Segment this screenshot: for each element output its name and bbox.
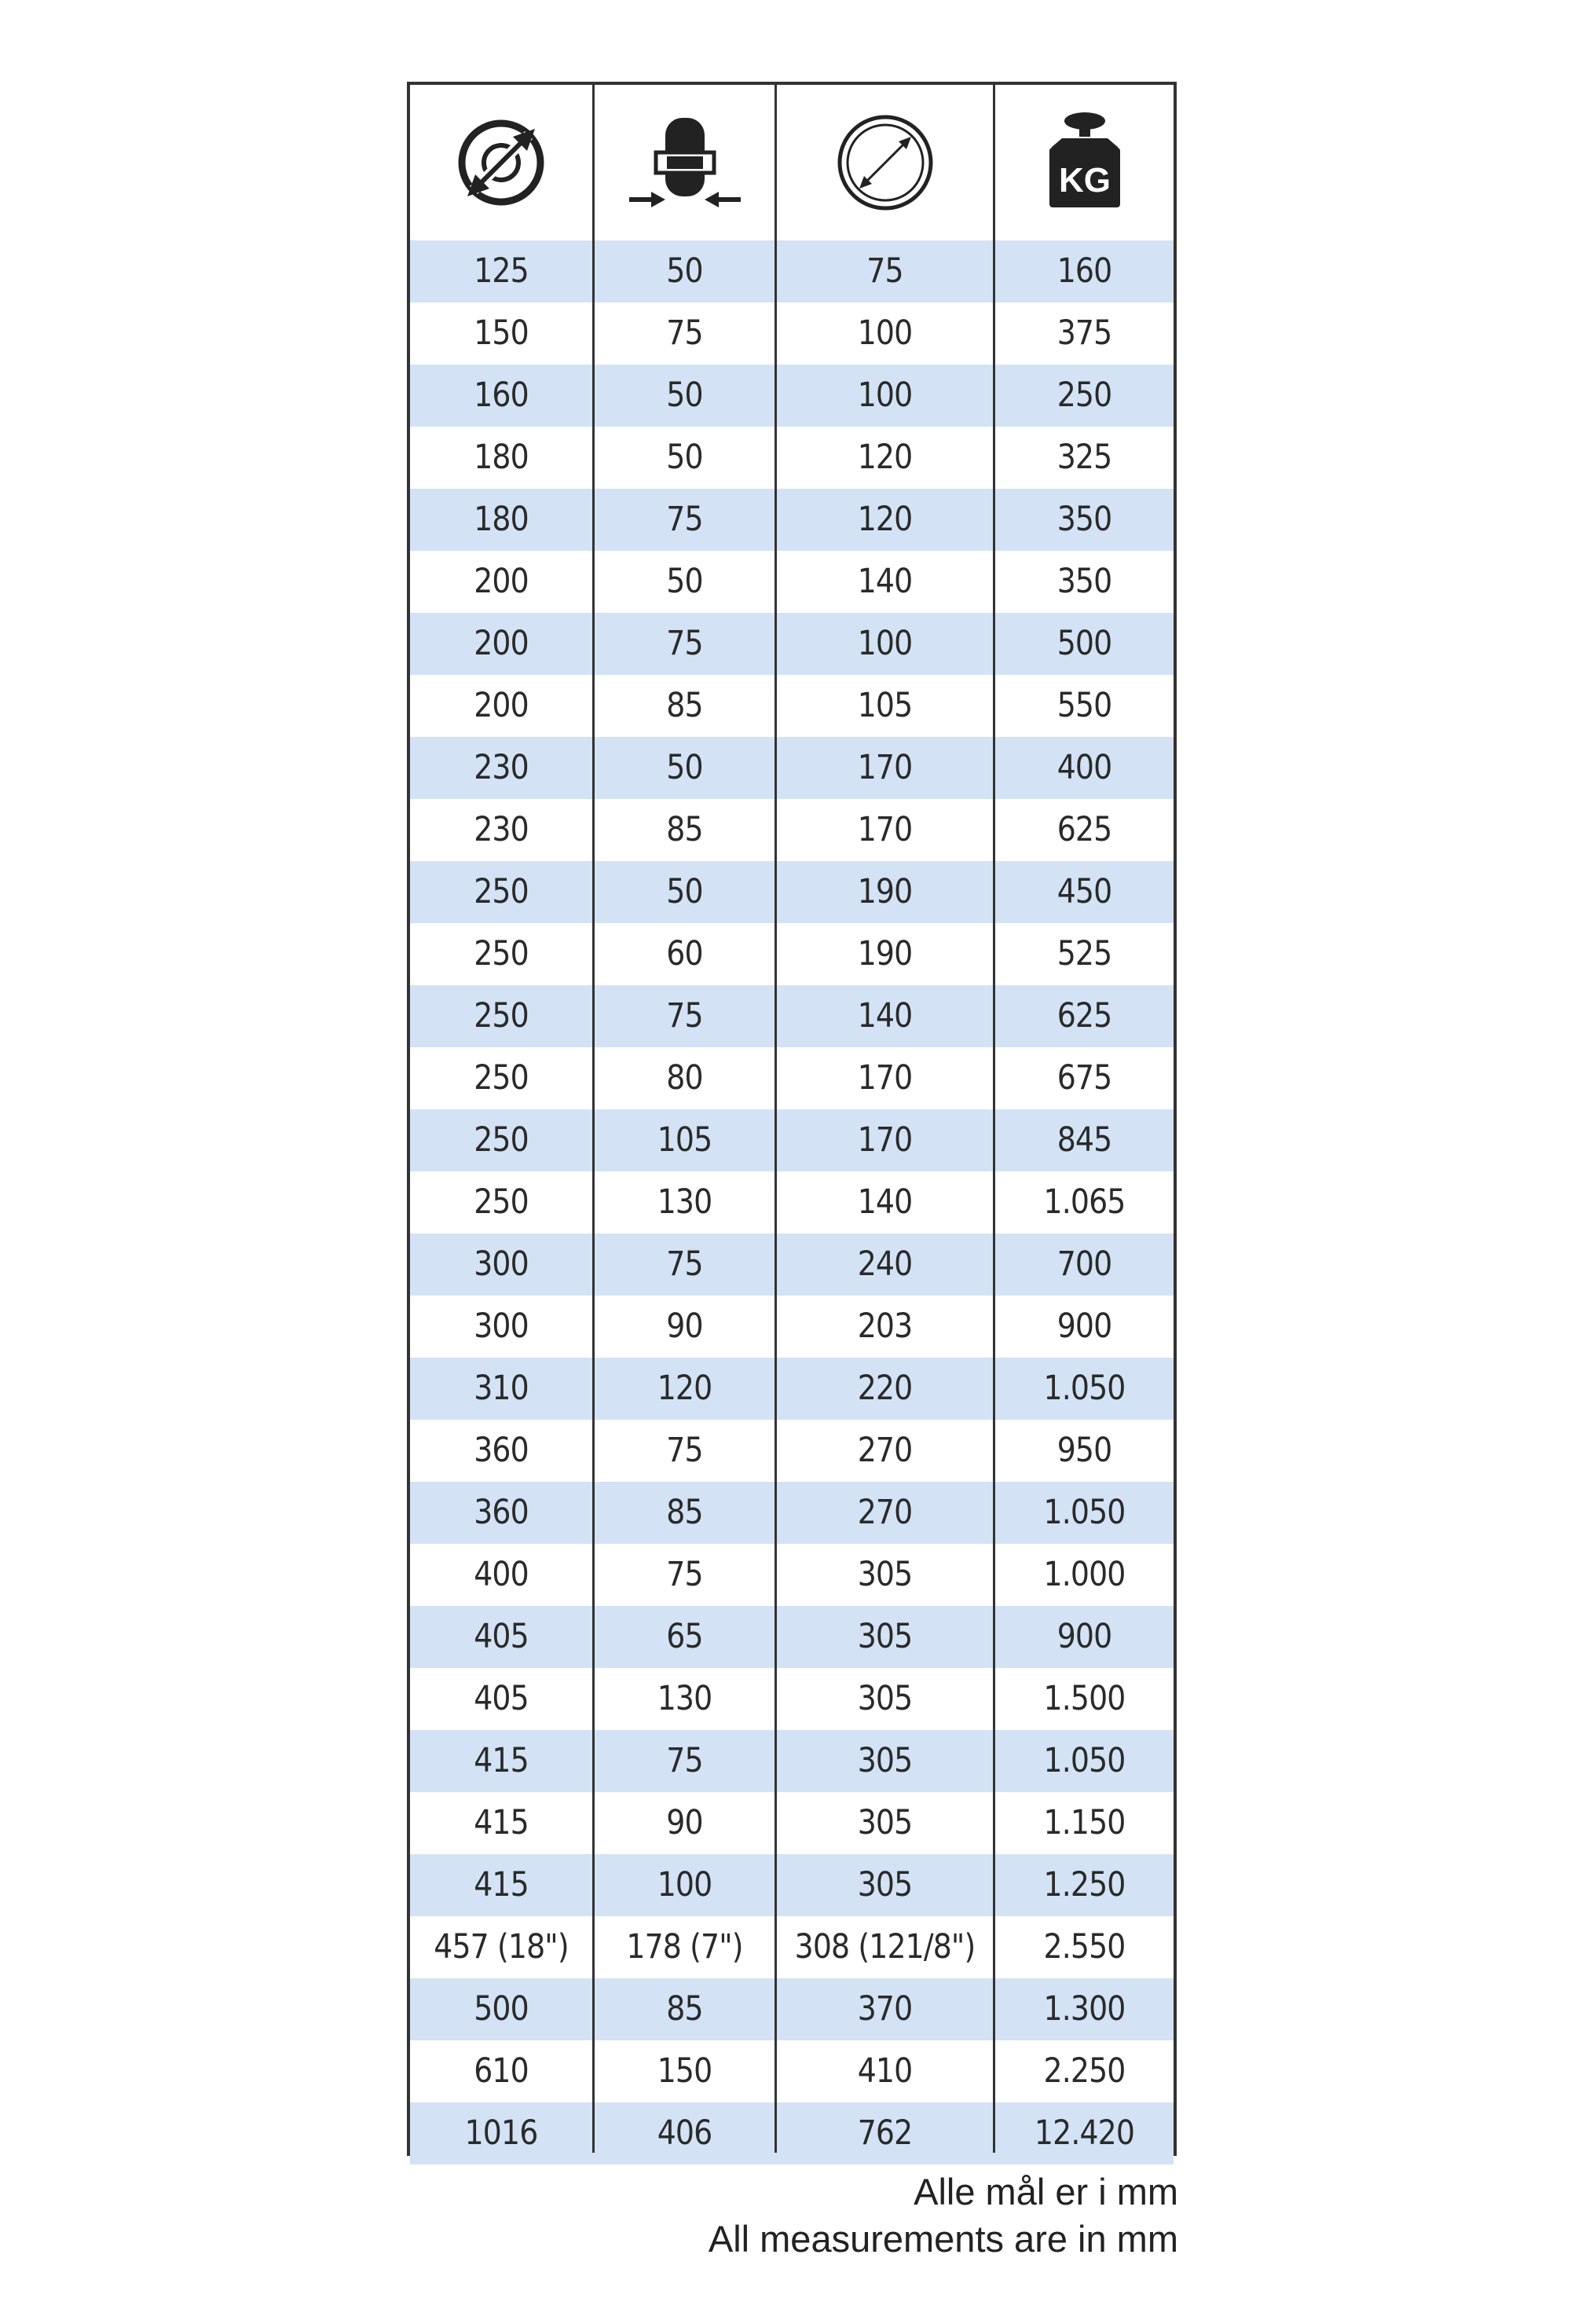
table-row — [410, 1482, 1174, 1544]
table-cell: 350 — [1056, 562, 1112, 601]
table-row — [410, 737, 1174, 799]
table-cell: 270 — [857, 1493, 913, 1532]
table-cell: 240 — [857, 1244, 913, 1284]
table-cell: 180 — [474, 500, 529, 539]
table-cell: 85 — [666, 686, 703, 725]
table-cell: 625 — [1056, 996, 1112, 1036]
table-cell: 400 — [1056, 748, 1112, 787]
table-row — [410, 613, 1174, 675]
table-cell: 60 — [666, 934, 703, 973]
table-cell: 305 — [857, 1803, 913, 1842]
table-cell: 100 — [857, 376, 913, 415]
table-cell: 125 — [474, 251, 529, 291]
table-row — [410, 1047, 1174, 1109]
table-cell: 675 — [1056, 1058, 1112, 1098]
table-cell: 170 — [857, 810, 913, 849]
table-cell: 900 — [1056, 1617, 1112, 1656]
table-cell: 100 — [857, 313, 913, 353]
table-cell: 50 — [666, 376, 703, 415]
table-cell: 360 — [474, 1493, 529, 1532]
table-cell: 1.050 — [1043, 1741, 1126, 1780]
table-cell: 160 — [474, 376, 529, 415]
table-cell: 410 — [857, 2051, 913, 2091]
table-cell: 80 — [666, 1058, 703, 1098]
table-cell: 300 — [474, 1244, 529, 1284]
table-cell: 140 — [857, 562, 913, 601]
table-cell: 75 — [666, 1741, 703, 1780]
table-cell: 170 — [857, 748, 913, 787]
table-cell: 305 — [857, 1679, 913, 1718]
table-cell: 700 — [1056, 1244, 1112, 1284]
table-cell: 85 — [666, 1493, 703, 1532]
table-cell: 120 — [657, 1369, 712, 1408]
table-cell: 845 — [1056, 1120, 1112, 1160]
table-cell: 250 — [474, 996, 529, 1036]
footnote — [709, 2168, 1178, 2263]
table-cell: 230 — [474, 748, 529, 787]
table-cell: 100 — [657, 1865, 712, 1904]
svg-text:KG: KG — [1058, 161, 1111, 200]
table-cell: 120 — [857, 500, 913, 539]
column-divider — [592, 85, 595, 2153]
table-cell: 250 — [474, 1058, 529, 1098]
table-cell: 250 — [474, 1182, 529, 1222]
table-cell: 305 — [857, 1865, 913, 1904]
table-cell: 1.150 — [1043, 1803, 1126, 1842]
table-row — [410, 302, 1174, 365]
table-cell: 250 — [1056, 376, 1112, 415]
table-cell: 1.300 — [1043, 1989, 1126, 2029]
table-cell: 180 — [474, 438, 529, 477]
table-cell: 75 — [666, 313, 703, 353]
table-cell: 405 — [474, 1679, 529, 1718]
table-row — [410, 675, 1174, 737]
table-cell: 305 — [857, 1741, 913, 1780]
table-cell: 140 — [857, 996, 913, 1036]
table-cell: 75 — [666, 1431, 703, 1470]
table-cell: 500 — [1056, 624, 1112, 663]
table-row — [410, 985, 1174, 1047]
table-cell: 12.420 — [1034, 2113, 1135, 2153]
table-cell: 75 — [666, 996, 703, 1036]
table-cell: 2.550 — [1043, 1927, 1126, 1967]
table-cell: 50 — [666, 251, 703, 291]
table-cell: 525 — [1056, 934, 1112, 973]
table-cell: 50 — [666, 562, 703, 601]
table-cell: 1016 — [464, 2113, 538, 2153]
table-row — [410, 551, 1174, 613]
table-row — [410, 1171, 1174, 1233]
table-header — [410, 85, 1174, 240]
table-cell: 120 — [857, 438, 913, 477]
table-cell: 1.065 — [1043, 1182, 1126, 1222]
table-cell: 270 — [857, 1431, 913, 1470]
table-cell: 300 — [474, 1307, 529, 1346]
table-cell: 203 — [857, 1307, 913, 1346]
table-cell: 75 — [866, 251, 903, 291]
table-cell: 130 — [657, 1679, 712, 1718]
table-cell: 762 — [857, 2113, 913, 2153]
table-cell: 200 — [474, 686, 529, 725]
table-cell: 75 — [666, 500, 703, 539]
table-cell: 150 — [657, 2051, 712, 2091]
table-row — [410, 923, 1174, 985]
table-cell: 250 — [474, 872, 529, 911]
table-cell: 130 — [657, 1182, 712, 1222]
table-cell: 170 — [857, 1120, 913, 1160]
table-row — [410, 1668, 1174, 1730]
table-cell: 305 — [857, 1555, 913, 1594]
table-cell: 325 — [1056, 438, 1112, 477]
table-row — [410, 861, 1174, 923]
table-row — [410, 240, 1174, 302]
table-cell: 360 — [474, 1431, 529, 1470]
wheel-spec-table — [407, 82, 1177, 2156]
table-row — [410, 1233, 1174, 1296]
table-cell: 1.500 — [1043, 1679, 1126, 1718]
table-cell: 220 — [857, 1369, 913, 1408]
table-row — [410, 1544, 1174, 1606]
table-row — [410, 1109, 1174, 1171]
table-cell: 406 — [657, 2113, 712, 2153]
table-row — [410, 489, 1174, 551]
load-weight-kg-icon — [995, 102, 1174, 223]
table-row — [410, 1978, 1174, 2040]
table-cell: 500 — [474, 1989, 529, 2029]
column-divider — [993, 85, 995, 2153]
table-cell: 2.250 — [1043, 2051, 1126, 2091]
table-cell: 230 — [474, 810, 529, 849]
footnote-line-en: All measurements are in mm — [708, 2218, 1178, 2260]
table-cell: 85 — [666, 1989, 703, 2029]
table-row — [410, 1606, 1174, 1668]
column-divider — [775, 85, 777, 2153]
wheel-width-icon — [595, 102, 775, 223]
table-row — [410, 1792, 1174, 1854]
table-cell: 105 — [657, 1120, 712, 1160]
table-cell: 50 — [666, 872, 703, 911]
table-cell: 250 — [474, 934, 529, 973]
table-row — [410, 2040, 1174, 2102]
table-cell: 50 — [666, 748, 703, 787]
table-cell: 450 — [1056, 872, 1112, 911]
table-cell: 90 — [666, 1803, 703, 1842]
table-row — [410, 1296, 1174, 1358]
table-cell: 1.050 — [1043, 1369, 1126, 1408]
table-cell: 375 — [1056, 313, 1112, 353]
table-cell: 415 — [474, 1741, 529, 1780]
table-cell: 65 — [666, 1617, 703, 1656]
table-cell: 1.000 — [1043, 1555, 1126, 1594]
table-cell: 900 — [1056, 1307, 1112, 1346]
table-cell: 100 — [857, 624, 913, 663]
table-row — [410, 799, 1174, 861]
table-cell: 457 (18") — [434, 1927, 569, 1967]
table-cell: 50 — [666, 438, 703, 477]
table-cell: 308 (121/8") — [794, 1927, 976, 1967]
table-cell: 550 — [1056, 686, 1112, 725]
table-cell: 350 — [1056, 500, 1112, 539]
table-cell: 610 — [474, 2051, 529, 2091]
table-cell: 950 — [1056, 1431, 1112, 1470]
table-row — [410, 1854, 1174, 1916]
table-cell: 625 — [1056, 810, 1112, 849]
table-row — [410, 427, 1174, 489]
table-body — [410, 240, 1174, 2165]
table-cell: 105 — [857, 686, 913, 725]
table-cell: 200 — [474, 562, 529, 601]
table-row — [410, 365, 1174, 427]
hub-diameter-icon — [777, 102, 993, 223]
table-cell: 400 — [474, 1555, 529, 1594]
table-cell: 250 — [474, 1120, 529, 1160]
table-row — [410, 1730, 1174, 1792]
table-cell: 370 — [857, 1989, 913, 2029]
table-row — [410, 1358, 1174, 1420]
table-cell: 85 — [666, 810, 703, 849]
table-cell: 1.250 — [1043, 1865, 1126, 1904]
table-cell: 75 — [666, 1555, 703, 1594]
table-cell: 415 — [474, 1865, 529, 1904]
table-cell: 310 — [474, 1369, 529, 1408]
table-cell: 415 — [474, 1803, 529, 1842]
table-cell: 160 — [1056, 251, 1112, 291]
table-cell: 405 — [474, 1617, 529, 1656]
table-cell: 140 — [857, 1182, 913, 1222]
table-cell: 170 — [857, 1058, 913, 1098]
table-cell: 200 — [474, 624, 529, 663]
table-cell: 90 — [666, 1307, 703, 1346]
table-cell: 75 — [666, 1244, 703, 1284]
table-cell: 1.050 — [1043, 1493, 1126, 1532]
table-row — [410, 1916, 1174, 1978]
table-cell: 305 — [857, 1617, 913, 1656]
table-cell: 75 — [666, 624, 703, 663]
table-cell: 190 — [857, 872, 913, 911]
table-row — [410, 2102, 1174, 2165]
table-cell: 190 — [857, 934, 913, 973]
footnote-line-no: Alle mål er i mm — [914, 2171, 1178, 2212]
table-cell: 150 — [474, 313, 529, 353]
table-cell: 178 (7") — [626, 1927, 743, 1967]
wheel-diameter-icon — [410, 102, 592, 223]
table-row — [410, 1420, 1174, 1482]
